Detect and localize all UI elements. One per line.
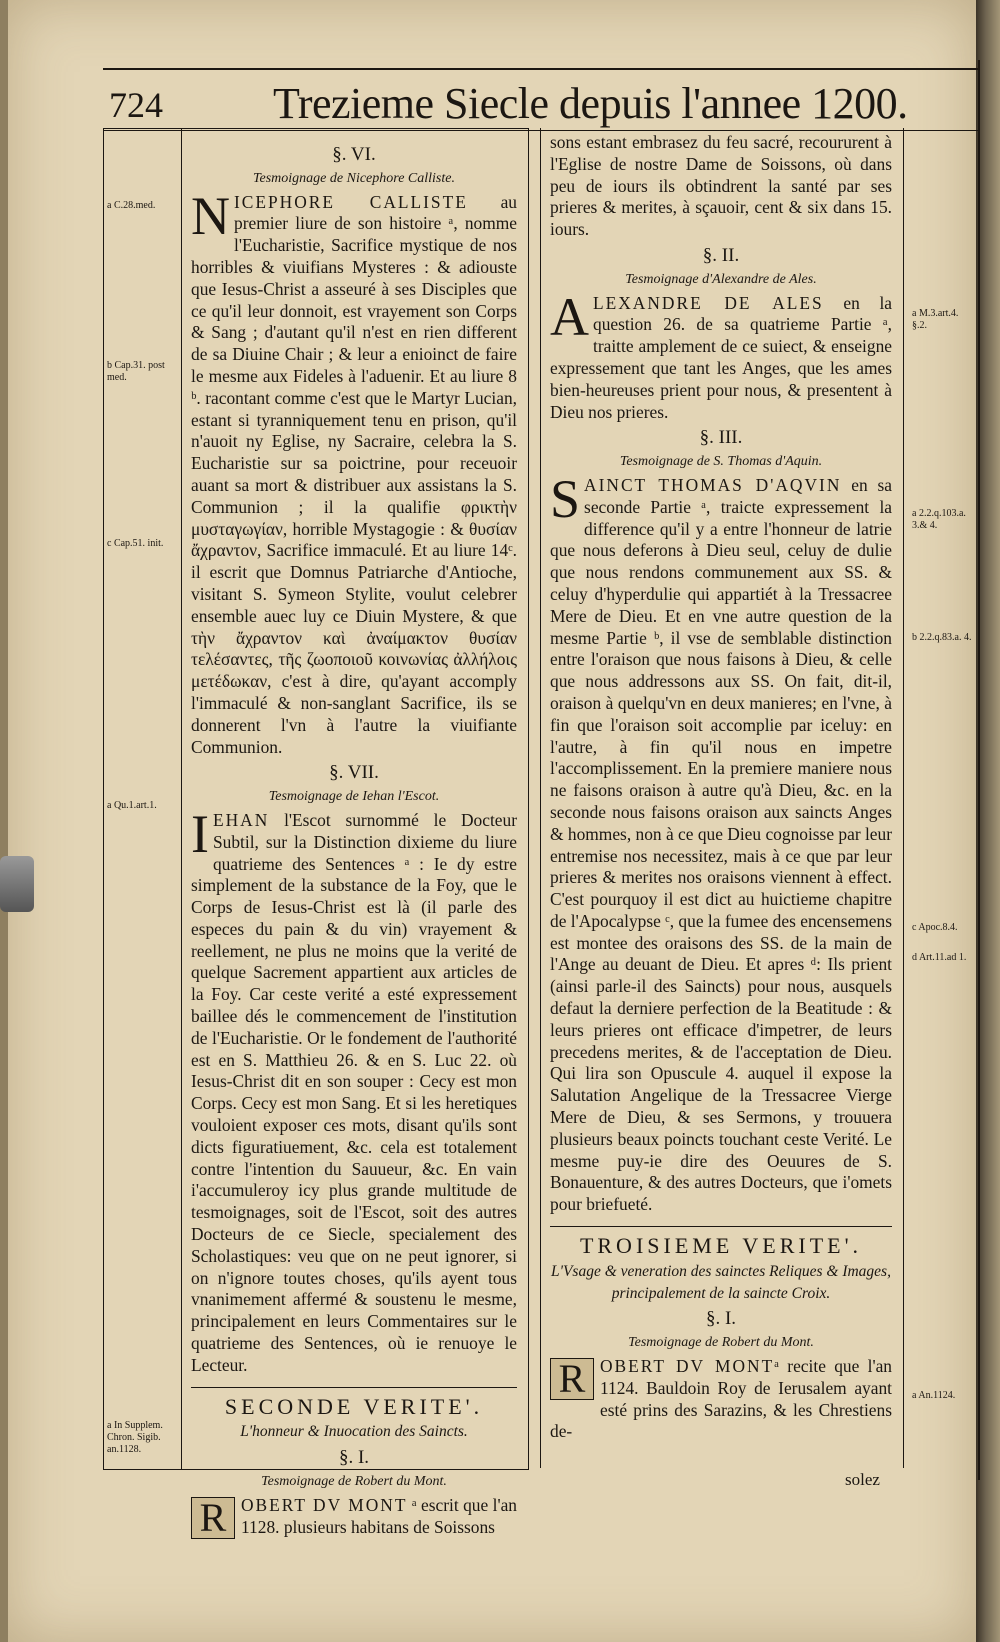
section-heading: §. III. [699,427,743,449]
margin-note: b Cap.31. post med. [107,360,165,383]
drop-cap: S [550,468,581,529]
paragraph [191,1495,517,1539]
drop-cap: I [191,803,209,864]
margin-note: a In Supplem. Chron. Sigib. an.1128. [107,1420,163,1455]
section-heading: §. VI. [332,144,376,165]
margin-note: c Cap.51. init. [107,538,164,549]
section-subheading: Tesmoignage de S. Thomas d'Aquin. [619,454,823,470]
right-margin-rule [978,60,980,1480]
running-title: Trezieme Siecle depuis l'annee 1200. [273,79,908,128]
section-heading: §. II. [702,244,740,266]
section-subheading: Tesmoignage de Iehan l'Escot. [268,789,440,805]
paragraph-text: en la question 26. de sa quatrieme Partie ᵃ, traitte amplement de ce suiect, & enseigne expressement que tant les Anges, que les ames bien-heureuses prient pour nous, & presentent à Dieu nos prieres. [550,292,892,422]
paragraph-text: l'Escot surnommé le Docteur Subtil, sur la Distinction dixieme du liure quatrieme des Sentences ᵃ : Ie dy estre simplement de la substance de la Foy, que le Corps de Iesus-Christ est là (il parle des especes du pain & du vin) vrayement & reellement, ne plus ne moins que la verité de quelque Sacrement appartient aux articles de la Foy. Car ceste verité a esté expressement baillee dés le commencement de l'institution de l'Eucharistie. Or le fondement de l'authorité est en S. Matthieu 26. & en S. Luc 22. où Iesus-Christ dit en son souper : Cecy est mon Corps. Cecy est mon Sang. Et si les heretiques vouloient exposer ces mots, disant qu'ils sont dicts figuratiuement, &c. cela est totalement contre l'intention du Sauueur, &c. En vain i'accumuleroy icy plus grande multitude de tesmoignages, soit de l'Escot, soit des autres Docteurs de ce Siecle, specialement des Scholastiques: veu que on ne peut ignorer, si on n'ignore toutes choses, qu'ils ayent tous vnanimement affermé & soustenu le mesme, principalement en leurs Commentaires sur le quatrieme des Sentences, où ie renuoye le Lecteur. [191,809,517,1375]
drop-cap: N [191,185,230,246]
lead-words: ICEPHORE CALLISTE [234,191,468,212]
verite-subheading: L'honneur & Inuocation des Saincts. [240,1423,468,1441]
margin-note: a An.1124. [912,1390,956,1401]
paragraph [191,185,517,759]
drop-cap-ornate: R [191,1497,235,1539]
section-heading: §. I. [338,1447,370,1469]
paragraph-text: ᵃ recite que l'an 1124. Bauldoin Roy de Ierusalem ayant esté prins des Sarazins, & les Chrestiens de- [550,1356,892,1442]
drop-cap-ornate: R [550,1358,594,1400]
paragraph-text: au premier liure de son histoire ᵃ, nomme l'Eucharistie, Sacrifice mystique de nos horribles & viuifians Mysteres : & adiouste que Iesus-Christ a asseuré à ses Disciples que ce qu'il leur donnoit, est vrayement son Corps & Sang ; d'autant qu'il n'est en rien different de sa Diuine Chair ; & leur a enioinct de faire le mesme aux Fideles à l'aduenir. Et au liure 8 ᵇ. racontant comme c'est que le Martyr Lucian, estant si tyranniquement tenu en prison, qu'il n'auoit ny Eglise, ny Sacraire, celebra la S. Eucharistie sur sa poictrine, pour receuoir auant sa mort & distribuer aux assistans la S. Communion ; il la qualifie φρικτὴν μυσταγωγίαν, horrible Mystagogie : & θυσίαν ἄχραντον, Sacrifice immaculé. Et au liure 14ᶜ. il escrit que Domnus Patriarche d'Antioche, visitant S. Symeon Stylite, voulut celebrer ensemble auec luy ce Diuin Mystere, & que τὴν ἄχραντον καὶ ἀναίμακτον θυσίαν τελέσαντες, τῆς ζωοποιοῦ κοινωνίας ἀλλήλοις μετέδωκαν, c'est à dire, qu'ayant accomply l'immaculé & non-sanglant Sacrifice, ils se donnerent l'vn à l'autre la viuifiante Communion. [191,191,517,757]
margin-note: c Apoc.8.4. [912,922,958,933]
left-margin-frame [103,128,182,1470]
section-subheading: Tesmoignage d'Alexandre de Ales. [625,271,817,287]
verite-heading: TROISIEME VERITE'. [550,1226,892,1257]
text-column-1 [181,140,527,1540]
section-subheading: Tesmoignage de Robert du Mont. [628,1335,814,1351]
section-heading: §. VII. [329,762,379,784]
section-heading: §. I. [705,1308,737,1330]
text-column-2 [540,132,902,1477]
margin-note: a Qu.1.art.1. [107,800,157,811]
page-clip [0,856,34,912]
running-header [103,68,978,131]
margin-note: d Art.11.ad 1. [912,952,967,963]
margin-note: b 2.2.q.83.a. 4. [912,632,972,643]
paragraph: sons estant embrasez du feu sacré, recoururent à l'Eglise de nostre Dame de Soissons, où dans peu de iours ils obtindrent la santé par ses prieres & merites, à sçauoir, cent & six dans 15. iours. [550,132,892,240]
paragraph [550,1356,892,1443]
drop-cap: A [550,286,589,347]
margin-note: a M.3.art.4. §.2. [912,308,959,331]
paragraph [550,468,892,1216]
margin-note: a 2.2.q.103.a. 3.& 4. [912,508,966,531]
lead-words: OBERT DV MONT [241,1494,408,1515]
section-subheading: Tesmoignage de Nicephore Calliste. [253,170,455,186]
verite-subheading: L'Vsage & veneration des sainctes Reliques & Images, principalement de la saincte Croix. [551,1262,891,1302]
page-number: 724 [109,85,163,125]
paragraph [191,803,517,1377]
paragraph [550,286,892,424]
margin-note: a C.28.med. [107,200,156,211]
paragraph-text: ᵃ escrit que l'an 1128. plusieurs habitans de Soissons [241,1494,517,1537]
paragraph-text: en sa seconde Partie ᵃ, traicte expressement la difference qu'il y a entre l'honneur de latrie que nous deferons à Dieu seul, celuy de dulie que nous rendons communement aux SS. & celuy d'hyperdulie qui appartiét à la Tressacree Mere de Dieu. Et en vne autre question de la mesme Partie ᵇ, il vse de semblable distinction entre l'oraison que nous faisons à Dieu, & celle que nous addressons aux SS. On fait, dit-il, oraison à quelqu'vn en deux manieres; en l'vne, à fin que l'oraison soit accomplie par iceluy: en l'autre, à fin qu'il nous en impetre l'accomplissement. En la premiere maniere nous ne faisons oraison à autre qu'à Dieu, &c. en la seconde nous faisons oraison aux saincts Anges & hommes, non à ce que Dieu cognoisse par leur entremise nos necessitez, mais à ce que par leur prieres & merites nos oraisons viennent à effect. C'est pourquoy il est dict au huictieme chapitre de l'Apocalypse ᶜ, que la fumee des encensemens est montee des oraisons des SS. de la main de l'Ange au deuant de Dieu. Et apres ᵈ: Ils prient (ainsi parle-il des Saincts) pour nous, ausquels defaut la derniere perfection de la Beatitude : & leurs prieres ont efficace d'impetrer, de leurs precedens merites, & de l'acceptation de Dieu. Qui lira son Opuscule 4. auquel il expose la Salutation Angelique de la Tressacree Vierge Mere de Dieu, & ses Sermons, y trouuera plusieurs beaux poincts touchant ceste Verité. Le mesme puy-ie dire des Oeuures de S. Bonauenture, & des autres Docteurs, que i'omets pour briefueté. [550,474,892,1215]
lead-words: OBERT DV MONT [600,1356,775,1377]
catchword: solez [845,1470,880,1489]
lead-words: EHAN [212,809,270,830]
verite-heading: SECONDE VERITE'. [191,1387,517,1418]
lead-words: AINCT THOMAS D'AQVIN [584,474,842,495]
lead-words: LEXANDRE DE ALES [593,292,824,313]
section-subheading: Tesmoignage de Robert du Mont. [261,1474,447,1490]
